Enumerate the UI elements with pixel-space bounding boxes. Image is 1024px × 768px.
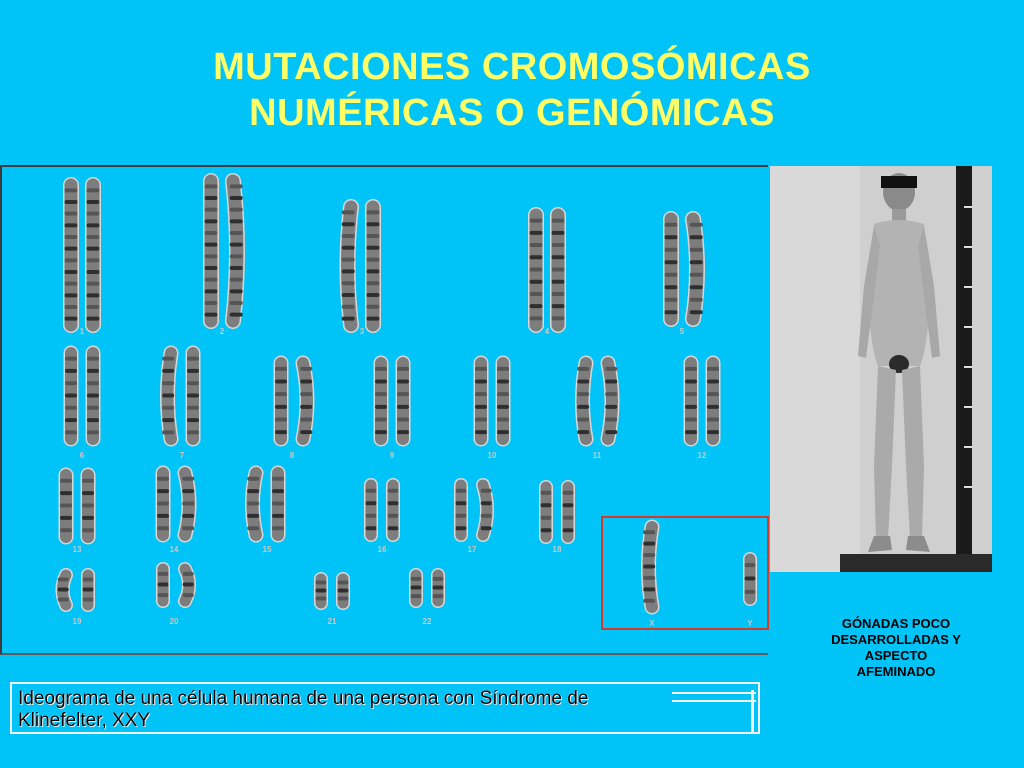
chromosome	[433, 575, 444, 601]
chromosome	[158, 569, 169, 601]
chromosome	[411, 575, 422, 601]
chromosome-label: 7	[179, 451, 185, 460]
chromosome	[275, 363, 287, 439]
photo-caption-line-4: AFEMINADO	[856, 664, 936, 679]
chromosome	[272, 473, 284, 535]
chromosome	[300, 363, 312, 439]
chromosome	[497, 363, 509, 439]
chromosome-label: 12	[697, 451, 707, 460]
chromosome-label: 20	[169, 617, 179, 626]
chromosome	[65, 185, 78, 325]
chromosome	[456, 485, 467, 535]
chromosome-label: 19	[72, 617, 82, 626]
caption-rule	[672, 700, 756, 702]
chromosome	[205, 181, 218, 321]
chromosome	[552, 215, 565, 325]
chromosome	[605, 363, 617, 439]
chromosome-label: 22	[422, 617, 432, 626]
chromosome-label: 11	[592, 451, 602, 460]
chromosome	[541, 487, 552, 537]
photo-caption-line-2: DESARROLLADAS Y	[831, 632, 961, 647]
chromosome-label: 21	[327, 617, 337, 626]
chromosome	[366, 485, 377, 535]
karyotype-caption	[10, 682, 760, 734]
chromosome	[690, 219, 703, 319]
chromosome	[397, 363, 409, 439]
chromosome	[87, 185, 100, 325]
chromosome	[58, 575, 69, 605]
chromosome-label: 1	[79, 327, 85, 336]
chromosome	[82, 475, 94, 537]
chromosome-label: 4	[544, 327, 550, 336]
chromosome	[475, 363, 487, 439]
caption-divider	[751, 690, 754, 734]
chromosome	[707, 363, 719, 439]
chromosome	[187, 353, 199, 439]
photo-caption-line-3: ASPECTO	[864, 648, 928, 663]
sex-chromosomes-highlight	[601, 516, 769, 630]
chromosome	[338, 579, 349, 603]
chromosome-label: Y	[747, 619, 753, 628]
chromosome	[388, 485, 399, 535]
photo-caption	[796, 616, 996, 680]
chromosome	[65, 353, 77, 439]
chromosome-label: 14	[169, 545, 179, 554]
chromosome-label: 6	[79, 451, 85, 460]
chromosome	[316, 579, 327, 603]
chromosome	[481, 485, 492, 535]
chromosome	[60, 475, 72, 537]
chromosome	[577, 363, 589, 439]
chromosome	[183, 569, 194, 601]
chromosome-label: 18	[552, 545, 562, 554]
chromosome	[87, 353, 99, 439]
title-line-1: MUTACIONES CROMOSÓMICAS	[213, 46, 811, 88]
chromosome-label: 16	[377, 545, 387, 554]
chromosome	[665, 219, 678, 319]
chromosome	[685, 363, 697, 439]
chromosome-label: 13	[72, 545, 82, 554]
title-line-2: NUMÉRICAS O GENÓMICAS	[249, 92, 775, 134]
chromosome-label: 2	[219, 327, 225, 336]
karyotype-image	[0, 165, 768, 655]
chromosome	[182, 473, 194, 535]
chromosome	[162, 353, 174, 439]
photo-caption-line-1: GÓNADAS POCO	[841, 616, 951, 631]
chromosome	[563, 487, 574, 537]
chromosome	[230, 181, 243, 321]
karyotype-caption-line-2: Klinefelter, XXY	[18, 710, 151, 731]
chromosome	[247, 473, 259, 535]
chromosome-label: 17	[467, 545, 477, 554]
chromosome	[342, 207, 355, 325]
slide-title	[0, 44, 1024, 136]
chromosome	[83, 575, 94, 605]
chromosome	[157, 473, 169, 535]
caption-rule	[672, 692, 756, 694]
chromosome-label: X	[649, 619, 655, 628]
chromosome-label: 15	[262, 545, 272, 554]
chromosome-label: 10	[487, 451, 497, 460]
chromosome	[367, 207, 380, 325]
patient-photo	[770, 166, 992, 572]
patient-figure	[770, 166, 992, 572]
karyotype-caption-line-1: Ideograma de una célula humana de una persona con Síndrome de	[18, 688, 589, 709]
chromosome-label: 5	[679, 327, 685, 336]
chromosome-label: 9	[389, 451, 395, 460]
chromosome	[530, 215, 543, 325]
chromosome-label: 3	[359, 327, 365, 336]
chromosome	[375, 363, 387, 439]
chromosome-label: 8	[289, 451, 295, 460]
